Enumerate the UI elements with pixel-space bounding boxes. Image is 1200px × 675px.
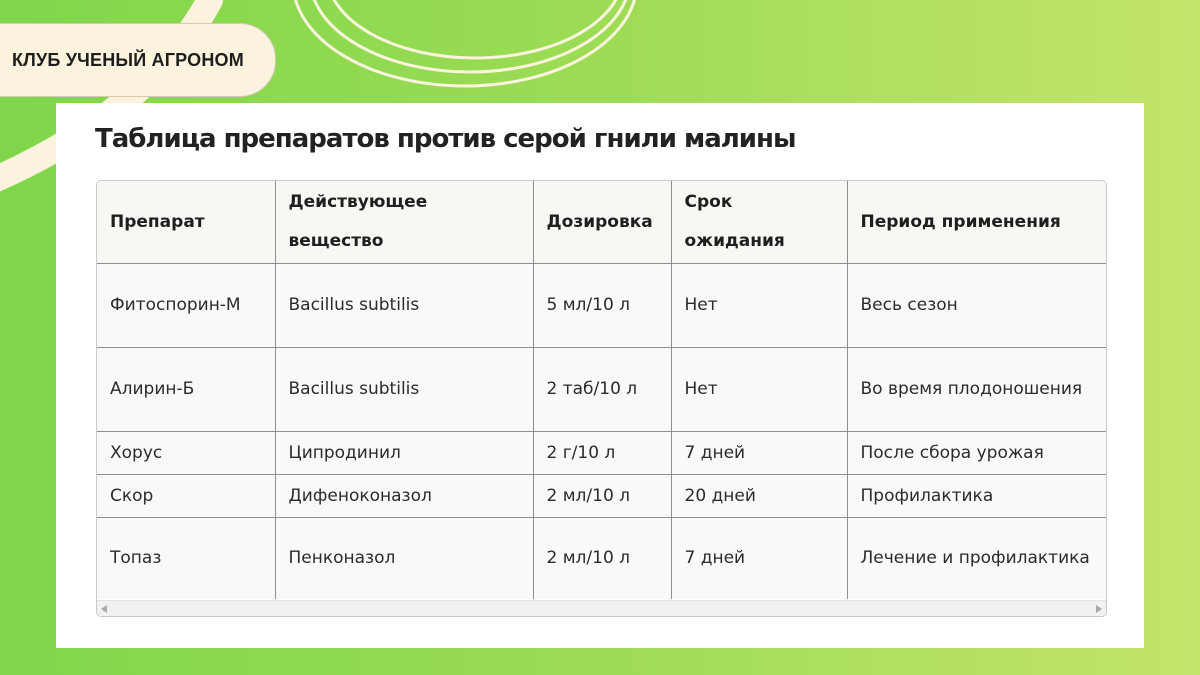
drug-table	[97, 181, 1107, 599]
table-row	[97, 264, 1107, 348]
cell-drug: Фитоспорин-М	[97, 264, 275, 348]
table-container[interactable]	[96, 180, 1107, 617]
cell-application-period: Профилактика	[847, 475, 1107, 518]
cell-waiting-period: 7 дней	[671, 432, 847, 475]
cell-active-substance: Bacillus subtilis	[275, 348, 533, 432]
cell-active-substance: Пенконазол	[275, 518, 533, 600]
cell-application-period: Во время плодоношения	[847, 348, 1107, 432]
header-active-substance: Действующее вещество	[275, 181, 533, 264]
table-header-row	[97, 181, 1107, 264]
header-dosage: Дозировка	[533, 181, 671, 264]
table-row	[97, 475, 1107, 518]
cell-waiting-period: 20 дней	[671, 475, 847, 518]
cell-application-period: После сбора урожая	[847, 432, 1107, 475]
cell-waiting-period: 7 дней	[671, 518, 847, 600]
decor-ring-inner	[327, 0, 623, 58]
horizontal-scrollbar[interactable]	[97, 600, 1106, 616]
decor-ring-outer	[293, 0, 637, 86]
cell-dosage: 2 мл/10 л	[533, 518, 671, 600]
scroll-left-icon[interactable]	[101, 605, 107, 613]
cell-active-substance: Дифеноконазол	[275, 475, 533, 518]
cell-application-period: Весь сезон	[847, 264, 1107, 348]
table-row	[97, 518, 1107, 600]
brand-name: КЛУБ УЧЕНЫЙ АГРОНОМ	[12, 49, 244, 70]
cell-dosage: 2 таб/10 л	[533, 348, 671, 432]
cell-active-substance: Ципродинил	[275, 432, 533, 475]
table-row	[97, 348, 1107, 432]
decor-ring-middle	[310, 0, 630, 72]
table-row	[97, 432, 1107, 475]
cell-dosage: 2 г/10 л	[533, 432, 671, 475]
cell-waiting-period: Нет	[671, 348, 847, 432]
cell-drug: Топаз	[97, 518, 275, 600]
cell-active-substance: Bacillus subtilis	[275, 264, 533, 348]
cell-dosage: 2 мл/10 л	[533, 475, 671, 518]
cell-dosage: 5 мл/10 л	[533, 264, 671, 348]
header-waiting-period: Срок ожидания	[671, 181, 847, 264]
brand-badge	[0, 23, 276, 97]
cell-waiting-period: Нет	[671, 264, 847, 348]
scroll-right-icon[interactable]	[1096, 605, 1102, 613]
content-card	[56, 103, 1144, 648]
cell-application-period: Лечение и профилактика	[847, 518, 1107, 600]
header-drug: Препарат	[97, 181, 275, 264]
cell-drug: Хорус	[97, 432, 275, 475]
page-title: Таблица препаратов против серой гнили малины	[95, 124, 796, 154]
cell-drug: Алирин-Б	[97, 348, 275, 432]
header-application-period: Период применения	[847, 181, 1107, 264]
cell-drug: Скор	[97, 475, 275, 518]
